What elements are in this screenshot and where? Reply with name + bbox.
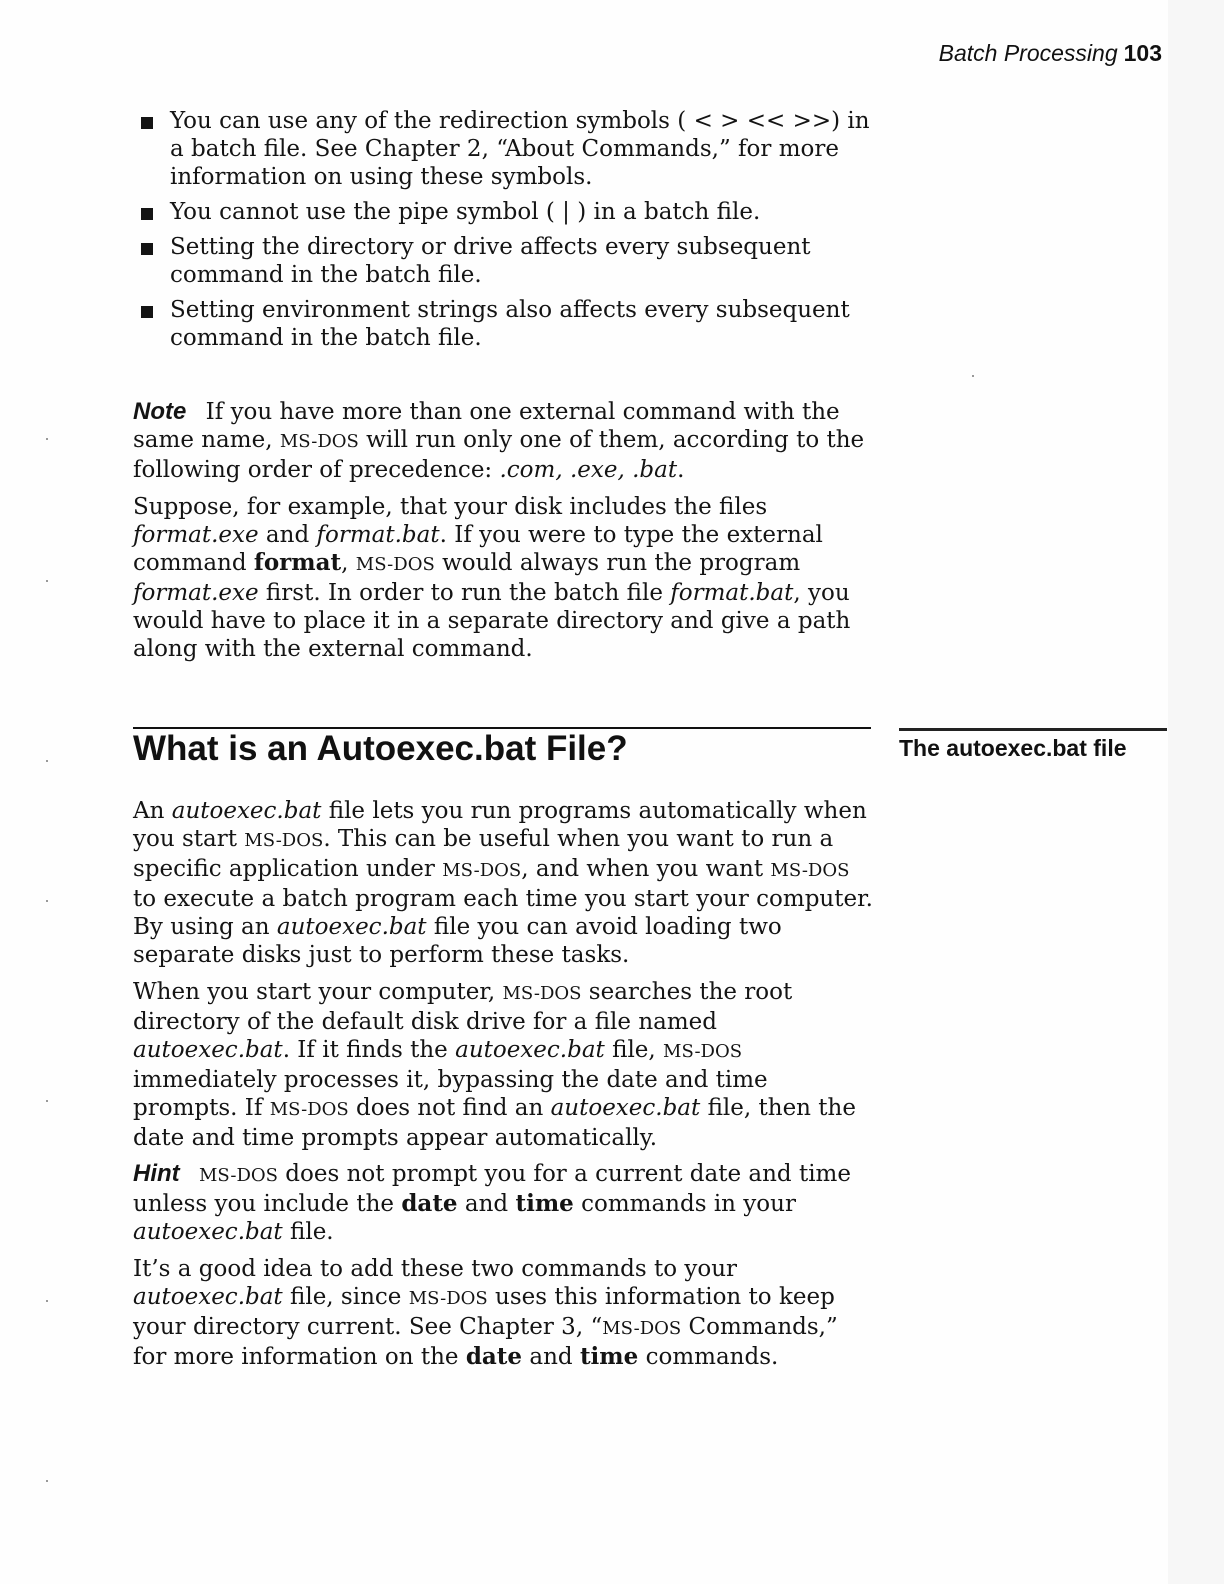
bullet-square-icon — [141, 208, 153, 220]
hint-block — [133, 1160, 873, 1380]
scan-speck — [972, 375, 974, 377]
bullet-item — [140, 107, 880, 191]
body-paragraph: An autoexec.bat file lets you run programs automatically when you start MS-DOS. This can be useful when you want to run a specific application under MS-DOS, and when you want MS-DOS to execute a batch program each time you start your computer. By using an autoexec.bat file you can avoid loading two separate disks just to perform these tasks. — [133, 798, 873, 968]
running-header — [939, 40, 1162, 67]
scan-speck — [46, 900, 48, 902]
bullet-square-icon — [141, 306, 153, 318]
hint-paragraph: Hint MS-DOS does not prompt you for a current date and time unless you include the date and time commands in your autoexec.bat file. — [133, 1160, 851, 1245]
page-number: 103 — [1123, 40, 1162, 66]
bullet-text: You cannot use the pipe symbol ( | ) in a batch file. — [170, 199, 761, 225]
bullet-text: Setting environment strings also affects every subsequent command in the batch file. — [170, 297, 850, 351]
section-heading: What is an Autoexec.bat File? — [133, 729, 628, 768]
note-paragraph: Note If you have more than one external command with the same name, MS-DOS will run only one of them, according to the following order of precedence: .com, .exe, .bat. — [133, 398, 865, 483]
bullet-item — [140, 233, 880, 289]
example-paragraph: Suppose, for example, that your disk includes the files format.exe and format.bat. If you were to type the external command format, MS-DOS would always run the program format.exe first. In order to run the batch file format.bat, you would have to place it in a separate directory and give a path along with the external command. — [133, 494, 851, 662]
margin-rule — [899, 728, 1167, 731]
note-block — [133, 398, 873, 672]
header-section-title: Batch Processing — [938, 40, 1118, 66]
bullet-item — [140, 296, 880, 352]
bullet-text: Setting the directory or drive affects every subsequent command in the batch file. — [170, 234, 811, 288]
scan-margin — [1168, 0, 1224, 1584]
scan-speck — [46, 1300, 48, 1302]
bullet-text: You can use any of the redirection symbols ( < > << >>) in a batch file. See Chapter 2, “About Commands,” for more information on using these symbols. — [170, 108, 870, 190]
scan-speck — [46, 1100, 48, 1102]
scan-speck — [46, 1480, 48, 1482]
bullet-item — [140, 198, 880, 226]
margin-heading: The autoexec.bat file — [899, 735, 1127, 761]
bullet-square-icon — [141, 243, 153, 255]
autoexec-body — [133, 797, 873, 1161]
scan-speck — [46, 760, 48, 762]
note-label: Note — [133, 398, 187, 425]
hint-followup-paragraph: It’s a good idea to add these two commands to your autoexec.bat file, since MS-DOS uses this information to keep your directory current. See Chapter 3, “MS-DOS Commands,” for more information on the date and time commands. — [133, 1256, 838, 1370]
hint-label: Hint — [133, 1160, 180, 1187]
bullet-square-icon — [141, 117, 153, 129]
body-paragraph: When you start your computer, MS-DOS searches the root directory of the default disk drive for a file named autoexec.bat. If it finds the autoexec.bat file, MS-DOS immediately processes it, bypassing the date and time prompts. If MS-DOS does not find an autoexec.bat file, then the date and time prompts appear automatically. — [133, 979, 856, 1151]
scan-speck — [46, 438, 48, 440]
scan-speck — [46, 580, 48, 582]
bullet-list — [140, 107, 880, 359]
